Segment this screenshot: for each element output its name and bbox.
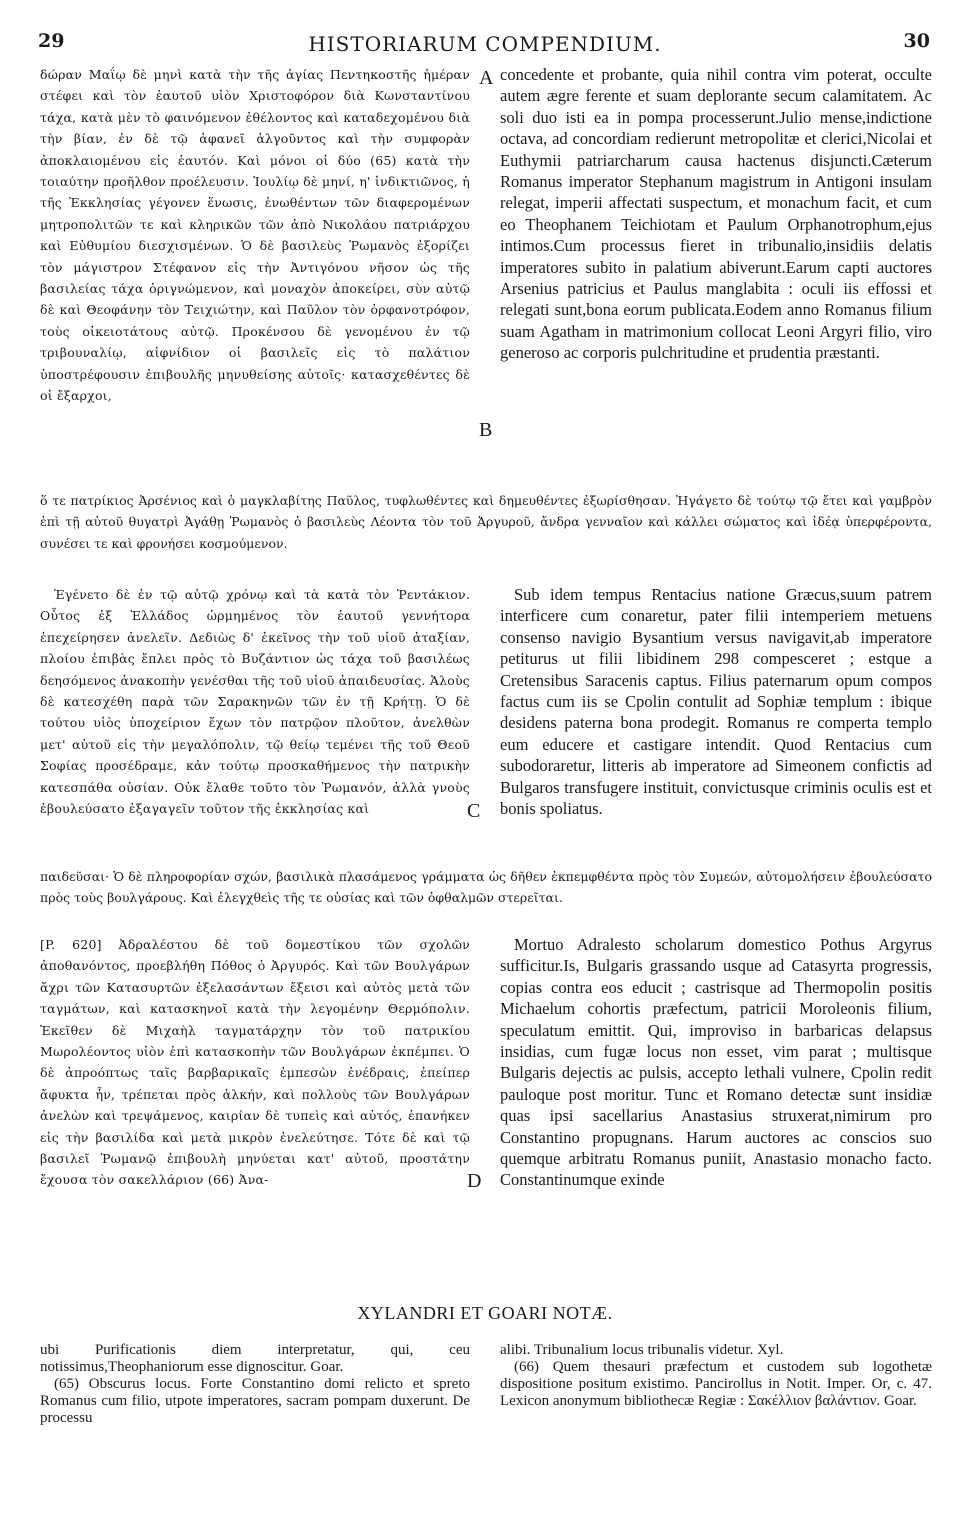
latin-column-section1 bbox=[500, 64, 932, 490]
note-paragraph: (65) Obscurus locus. Forte Constantino domi relicto et spreto Romanus cum filio, utpote imperatores, sacram pompam duxerunt. De processu bbox=[40, 1376, 470, 1426]
page-number-right: 30 bbox=[903, 30, 930, 52]
page-number-left: 29 bbox=[38, 30, 65, 52]
latin-paragraph: Mortuo Adralesto scholarum domestico Pothus Argyrus sufficitur.Is, Bulgaris grassando usque ad Catasyrta progressis, copias contra eos educit ; castrisque ad Thermopolin positis Michaelum cohortis præfectum, patricii Moroleonis filium, speculatum emittit. Qui, improviso in barbaricas delapsus insidias, cum fugæ locus non esset, vim parat ; multisque Bulgaris dejectis ac pulsis, accepto lethali vulnere, Cpolin redit pauloque post moritur. Tunc et Romano detectæ sunt insidiæ quas ipsi sacellarius Anastasius struxerat,nimirum pro Constantino propugnans. Harum auctores ac conscios suo quemque arbitratu Romanus puniit, Anastasio monacho facto. Constantinumque exinde bbox=[500, 935, 932, 1190]
note-paragraph: ubi Purificationis diem interpretatur, qui, ceu notissimus,Theophaniorum esse dignoscitur. Goar. bbox=[40, 1342, 470, 1375]
margin-marker-b: B bbox=[479, 419, 493, 441]
note-paragraph: (66) Quem thesauri præfectum et custodem sub logothetæ dispositione positum existimo. Pancirollus in Notit. Imper. Or, c. 47. Lexicon anonymum bibliothecæ Regiæ : Σακέλλιον βαλάντιον. Goar. bbox=[500, 1359, 932, 1409]
notes-right-column bbox=[500, 1342, 932, 1452]
greek-column-section3 bbox=[40, 934, 470, 1280]
greek-paragraph: [P. 620] Ἀδραλέστου δὲ τοῦ δομεστίκου τῶν σχολῶν ἀποθανόντος, προεβλήθη Πόθος ὁ Ἀργυρός. Καὶ τῶν Βουλγάρων ἄχρι τῶν Κατασυρτῶν ἐξελασάντων ἔξεισι καὶ αὐτὸς μετὰ τῶν ταγμάτων, καὶ κατασκηνοῖ κατὰ τὴν λεγομένην Θερμόπολιν. Ἐκεῖθεν δὲ Μιχαὴλ ταγματάρχην τὸν τοῦ πατρικίου Μωρολέοντος υἱὸν ἐπὶ κατασκοπὴν τῶν Βουλγάρων ἐκπέμπει. Ὁ δὲ ἀπροόπτως ταῖς βαρβαρικαῖς ἐμπεσὼν ἐνέδραις, ἐπείπερ ἄφυκτα ἦν, τρέπεται πρὸς ἀλκήν, καὶ πολλοὺς τῶν Βουλγάρων ἀνελὼν καὶ τρεψάμενος, καιρίαν δὲ τυπεὶς καὶ αὐτός, ἐπανήκεν εἰς τὴν βασιλίδα καὶ μετὰ μικρὸν ἐνελεύτησε. Τότε δὲ καὶ τῷ βασιλεῖ Ῥωμανῷ ἐπιβουλὴ μηνύεται κατ' αὐτοῦ, προστάτην ἔχουσα τὸν σακελλάριον (66) Ἀνα- bbox=[40, 937, 470, 1188]
greek-column-section2 bbox=[40, 584, 470, 860]
latin-paragraph: Sub idem tempus Rentacius natione Græcus,suum patrem interficere cum conaretur, pater filii intemperiem metuens consenso navigio Bysantium versus navigavit,ab imperatore petiturus ut filii libidinem 298 compesceret ; estque a Cretensibus Saracenis captus. Filius paternarum opum compos factus cum iis se Cpolin contulit ad Sophiæ templum : ibique desidens paterna bona prodegit. Romanus re comperta templo eum educere et castigare intendit. Quod Rentacius cum subodoraretur, litteris ab imperatore ad Simeonem confictis ad Bulgaros transfugere instituit, convictusque criminis oculis est et bonis spoliatus. bbox=[500, 585, 932, 819]
margin-marker-c: C bbox=[467, 800, 481, 822]
latin-column-section2 bbox=[500, 584, 932, 860]
note-paragraph: alibi. Tribunalium locus tribunalis videtur. Xyl. bbox=[500, 1342, 784, 1358]
greek-paragraph: παιδεῦσαι· Ὁ δὲ πληροφορίαν σχών, βασιλικὰ πλασάμενος γράμματα ὡς δῆθεν ἐκπεμφθέντα πρὸς τὸν Συμεών, αὐτομολήσειν ἐβουλεύσατο πρὸς τοὺς βουλγάρους. Καὶ ἐλεγχθεὶς τῆς τε οὐσίας καὶ τῶν ὀφθαλμῶν στερεῖται. bbox=[40, 869, 932, 906]
margin-marker-a: A bbox=[479, 67, 494, 89]
latin-column-section3 bbox=[500, 934, 932, 1280]
greek-paragraph: δώραν Μαΐῳ δὲ μηνὶ κατὰ τὴν τῆς ἁγίας Πεντηκοστῆς ἡμέραν στέφει καὶ τὸν ἑαυτοῦ υἱὸν Χριστοφόρον διὰ Κωνσταντίνου τάχα, κατὰ μὲν τὸ φαινόμενον ἐθέλοντος καὶ καταδεχομένου διὰ τὴν βίαν, ἐν δὲ τῷ ἀφανεῖ ἀλγοῦντος καὶ τὴν συμφορὰν ἀποκλαιομένου εἰς ἑαυτόν. Καὶ μόνοι οἱ δύο (65) κατὰ τὴν τοιαύτην προῆλθον προέλευσιν. Ἰουλίῳ δὲ μηνί, η' ἰνδικτιῶνος, ἡ τῆς Ἐκκλησίας γέγονεν ἕνωσις, ἑνωθέντων τῶν διαφερομένων μητροπολιτῶν τε καὶ κληρικῶν τῶν ἀπὸ Νικολάου πατριάρχου καὶ Εὐθυμίου διεσχισμένων. Ὁ δὲ βασιλεὺς Ῥωμανὸς ἐξορίζει τὸν μάγιστρον Στέφανον εἰς τὴν Ἀντιγόνου νῆσον ὡς τῆς βασιλείας τάχα ὀριγνώμενον, καὶ μοναχὸν ἀποκείρει, σὺν αὐτῷ δὲ καὶ Θεοφάνην τὸν Τειχιώτην, καὶ Παῦλον τὸν ὀρφανοτρόφον, τοὺς οἰκειοτάτους αὐτῷ. Προκένσου δὲ γενομένου ἐν τῷ τριβουναλίῳ, αἰφνίδιον οἱ βασιλεῖς εἰς τὸ παλάτιον ὑποστρέφουσιν ἐπιβουλῆς μηνυθείσης αὐτοῖς· κατασχεθέντες δὲ οἱ ἔξαρχοι, bbox=[40, 67, 470, 404]
greek-paragraph: Ἐγένετο δὲ ἐν τῷ αὐτῷ χρόνῳ καὶ τὰ κατὰ τὸν Ῥεντάκιον. Οὗτος ἐξ Ἑλλάδος ὡρμημένος τὸν ἑαυτοῦ γεννήτορα ἐπεχείρησεν ἀνελεῖν. Δεδιὼς δ' ἐκεῖνος τὴν τοῦ υἱοῦ ἀταξίαν, πλοίου ἐπιβὰς ἔπλει πρὸς τὸ Βυζάντιον ὡς τάχα τοῦ βασιλέως δεησόμενος ἀνακοπὴν γενέσθαι τῆς τοῦ υἱοῦ ἀπαιδευσίας. Ἁλοὺς δὲ κατεσχέθη παρὰ τῶν Σαρακηνῶν τῶν ἐν τῇ Κρήτῃ. Ὁ δὲ τούτου υἱὸς ὑποχείριον ἔχων τὸν πατρῷον πλοῦτον, ἀνελθὼν μετ' αὐτοῦ εἰς τὴν μεγαλόπολιν, τῷ θείῳ τεμένει τῆς τοῦ Θεοῦ Σοφίας προσέδραμε, κἀν τούτῳ προσκαθήμενος τὴν πατρικὴν κατεσπάθα οὐσίαν. Οὐκ ἔλαθε τοῦτο τὸν Ῥωμανόν, ἀλλὰ γνοὺς ἐβουλεύσατο ἐξαγαγεῖν τοῦτον τῆς ἐκκλησίας καὶ bbox=[40, 587, 470, 817]
greek-column-section1 bbox=[40, 64, 470, 490]
running-title: HISTORIARUM COMPENDIUM. bbox=[308, 32, 662, 56]
latin-paragraph: concedente et probante, quia nihil contra vim poterat, occulte autem ægre ferente et suam deplorante secum calamitatem. Ac soli duo isti ea in pompa processerunt.Julio mense,indictione octava, ad concordiam redierunt metropolitæ et clerici,Nicolai et Euthymii patriarcharum causa hactenus disjuncti.Cæterum Romanus imperator Stephanum magistrum in Antigoni insulam relegat, imperii affectati suspectum, et monachum facit, et cum eo Theophanem Teichiotam et Paulum Orphanotrophum,ejus intimos.Cum processus fieret in tribunalio,insidiis delatis imperatores subito in palatium abiverunt.Earum capti auctores Arsenius patricius et Paulus manglabita : oculi iis effossi et relegati sunt,bona eorum publicata.Eodem anno Romanus filium suam Agatham in matrimonium collocat Leoni Argyri filio, viro generoso ac corporis pulchritudine et prudentia præstanti. bbox=[500, 65, 932, 363]
greek-fullwidth-section1 bbox=[40, 490, 932, 578]
margin-marker-d: D bbox=[467, 1170, 482, 1192]
notes-left-column bbox=[40, 1342, 470, 1452]
greek-paragraph: ὅ τε πατρίκιος Ἀρσένιος καὶ ὁ μαγκλαβίτης Παῦλος, τυφλωθέντες καὶ δημευθέντες ἐξωρίσθησαν. Ἠγάγετο δὲ τούτῳ τῷ ἔτει καὶ γαμβρὸν ἐπὶ τῇ αὐτοῦ θυγατρὶ Ἀγάθῃ Ῥωμανὸς ὁ βασιλεὺς Λέοντα τὸν τοῦ Ἀργυροῦ, ἄνδρα γενναῖον καὶ κάλλει σώματος καὶ ἰδέᾳ ὑπερφέροντα, συνέσει τε καὶ φρονήσει κοσμούμενον. bbox=[40, 493, 932, 551]
greek-fullwidth-section2 bbox=[40, 866, 932, 932]
notes-title: XYLANDRI ET GOARI NOTÆ. bbox=[357, 1303, 613, 1323]
